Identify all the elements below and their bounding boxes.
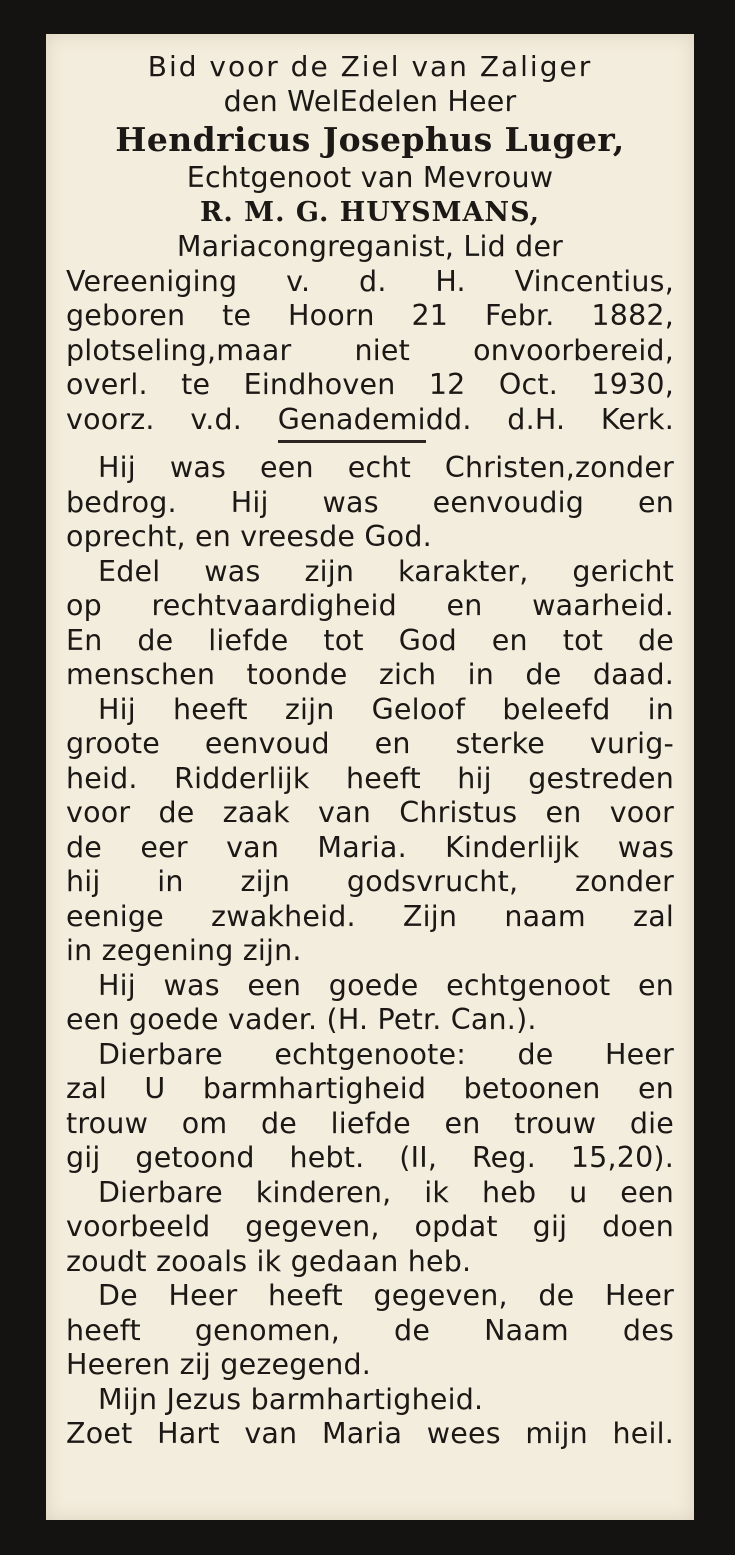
- society-line: Vereeniging v. d. H. Vincentius,: [66, 264, 674, 298]
- sudden-line: plotseling,maar niet onvoorbereid,: [66, 333, 674, 367]
- body-line: Hij was een goede echtgenoot en: [98, 968, 674, 1002]
- body-line: zoudt zooals ik gedaan heb.: [66, 1244, 472, 1278]
- invocation-line: Bid voor de Ziel van Zaliger: [147, 50, 593, 83]
- closing-prayer: Zoet Hart van Maria wees mijn heil.: [66, 1417, 674, 1450]
- body-line: gij getoond hebt. (II, Reg. 15,20).: [66, 1141, 674, 1174]
- body-line: Dierbare kinderen, ik heb u een: [98, 1175, 674, 1209]
- body-line: oprecht, en vreesde God.: [66, 520, 432, 553]
- body-line: heid. Ridderlijk heeft hij gestreden: [66, 761, 674, 795]
- body-line: De Heer heeft gegeven, de Heer: [98, 1279, 674, 1312]
- body-line: voorbeeld gegeven, opdat gij doen: [66, 1210, 674, 1243]
- body-line: hij in zijn godsvrucht, zonder: [66, 865, 674, 898]
- body-line: menschen toonde zich in de daad.: [66, 658, 674, 691]
- body-line: op rechtvaardigheid en waarheid.: [66, 589, 674, 622]
- spouse-intro: Echtgenoot van Mevrouw: [186, 161, 554, 194]
- body-line: groote eenvoud en sterke vurig-: [66, 727, 674, 760]
- body-line: eenige zwakheid. Zijn naam zal: [66, 899, 674, 933]
- body-line: Heeren zij gezegend.: [66, 1348, 372, 1381]
- body-line: Hij heeft zijn Geloof beleefd in: [98, 692, 674, 726]
- body-line: trouw om de liefde en trouw die: [66, 1106, 674, 1140]
- membership-line: Mariacongreganist, Lid der: [176, 230, 564, 263]
- body-line: Hij was een echt Christen,zonder: [98, 451, 674, 484]
- honorific-line: den WelEdelen Heer: [223, 84, 517, 118]
- body-line: Edel was zijn karakter, gericht: [98, 554, 674, 588]
- divider-rule: [278, 440, 426, 443]
- closing-prayer: Mijn Jezus barmhartigheid.: [98, 1382, 484, 1416]
- spouse-name: R. M. G. HUYSMANS,: [199, 196, 541, 228]
- body-line: zal U barmhartigheid betoonen en: [66, 1072, 674, 1105]
- prayer-card: [46, 34, 694, 1520]
- birth-line: geboren te Hoorn 21 Febr. 1882,: [66, 299, 674, 332]
- body-line: voor de zaak van Christus en voor: [66, 796, 674, 829]
- body-line: een goede vader. (H. Petr. Can.).: [66, 1003, 537, 1036]
- body-line: de eer van Maria. Kinderlijk was: [66, 830, 674, 864]
- death-line: overl. te Eindhoven 12 Oct. 1930,: [66, 368, 674, 401]
- card-text: [66, 50, 674, 1452]
- body-line: bedrog. Hij was eenvoudig en: [66, 485, 674, 519]
- body-line: Dierbare echtgenoote: de Heer: [98, 1037, 674, 1071]
- sacraments-line: voorz. v.d. Genademidd. d.H. Kerk.: [66, 402, 674, 436]
- body-line: in zegening zijn.: [66, 934, 302, 967]
- body-line: En de liefde tot God en tot de: [66, 623, 674, 657]
- deceased-name: Hendricus Josephus Luger,: [115, 120, 625, 159]
- body-line: heeft genomen, de Naam des: [66, 1313, 674, 1347]
- divider: [66, 437, 674, 451]
